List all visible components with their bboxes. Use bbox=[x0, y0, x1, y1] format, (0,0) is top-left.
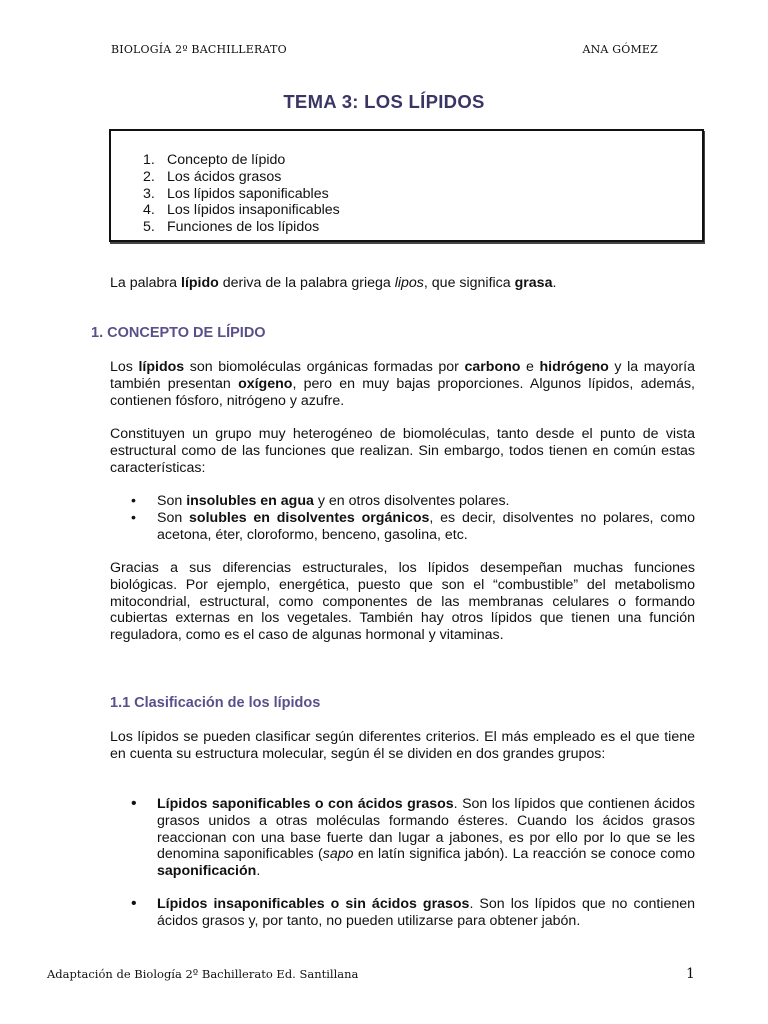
toc-item: 5. Funciones de los lípidos bbox=[143, 219, 320, 236]
list-item: • Lípidos insaponificables o sin ácidos grasos. Son los lípidos que no contienen ácidos grasos y, por tanto, no pueden utilizarse para obtener jabón. bbox=[131, 895, 696, 929]
toc-item-label: Funciones de los lípidos bbox=[167, 219, 320, 236]
table-of-contents bbox=[109, 129, 704, 242]
paragraph: Constituyen un grupo muy heterogéneo de biomoléculas, tanto desde el punto de vista estructural como de las funciones que realizan. Sin embargo, todos tienen en común estas características: bbox=[110, 426, 695, 476]
header-course: BIOLOGÍA 2º BACHILLERATO bbox=[111, 43, 287, 56]
toc-item-label: Los lípidos insaponificables bbox=[167, 202, 340, 219]
toc-item: 1. Concepto de lípido bbox=[143, 152, 286, 168]
bullet-icon: • bbox=[131, 895, 137, 912]
intro-paragraph: La palabra lípido deriva de la palabra griega lipos, que significa grasa. bbox=[110, 275, 557, 291]
toc-item-label: Los lípidos saponificables bbox=[167, 185, 329, 202]
toc-item: 3. Los lípidos saponificables bbox=[143, 185, 329, 202]
bullet-icon: • bbox=[131, 510, 136, 526]
list-item: • Son solubles en disolventes orgánicos, es decir, disolventes no polares, como acetona, éter, cloroformo, benceno, gasolina, etc. bbox=[131, 510, 695, 543]
header-author: ANA GÓMEZ bbox=[582, 43, 658, 56]
paragraph: Gracias a sus diferencias estructurales, los lípidos desempeñan muchas funciones biológicas. Por ejemplo, energética, puesto que son el “combustible” del metabolismo mitocondrial, estructural, como componentes de las membranas celulares o formando cubiertas externas en los vegetales. También hay otros lípidos que tienen una función reguladora, como es el caso de algunas hormonal y vitaminas. bbox=[110, 560, 695, 644]
paragraph: Los lípidos se pueden clasificar según diferentes criterios. El más empleado es el que tiene en cuenta su estructura molecular, según él se dividen en dos grandes grupos: bbox=[110, 729, 695, 762]
toc-item: 4. Los lípidos insaponificables bbox=[143, 202, 340, 219]
toc-item-label: Concepto de lípido bbox=[167, 152, 286, 168]
section-heading: 1. CONCEPTO DE LÍPIDO bbox=[91, 325, 266, 341]
subsection-heading: 1.1 Clasificación de los lípidos bbox=[110, 695, 321, 711]
list-item: • Son insolubles en agua y en otros disolventes polares. bbox=[131, 493, 510, 509]
bullet-icon: • bbox=[131, 795, 137, 812]
toc-item-label: Los ácidos grasos bbox=[167, 168, 282, 185]
paragraph: Los lípidos son biomoléculas orgánicas formadas por carbono e hidrógeno y la mayoría también presentan oxígeno, pero en muy bajas proporciones. Algunos lípidos, además, contienen fósforo, nitrógeno y azufre. bbox=[110, 359, 695, 409]
toc-item: 2. Los ácidos grasos bbox=[143, 168, 282, 185]
list-item: • Lípidos saponificables o con ácidos grasos. Son los lípidos que contienen ácidos grasos unidos a otras moléculas formando ésteres. Cuando los ácidos grasos reaccionan con una base fuerte dan lugar a jabones, es por ello por lo que se les denomina saponificables (sapo en latín significa jabón). La reacción se conoce como saponificación. bbox=[131, 795, 695, 880]
bullet-icon: • bbox=[131, 493, 136, 509]
page-number: 1 bbox=[686, 966, 695, 982]
page-title: TEMA 3: LOS LÍPIDOS bbox=[283, 91, 485, 112]
footer-source: Adaptación de Biología 2º Bachillerato Ed. Santillana bbox=[47, 967, 359, 981]
